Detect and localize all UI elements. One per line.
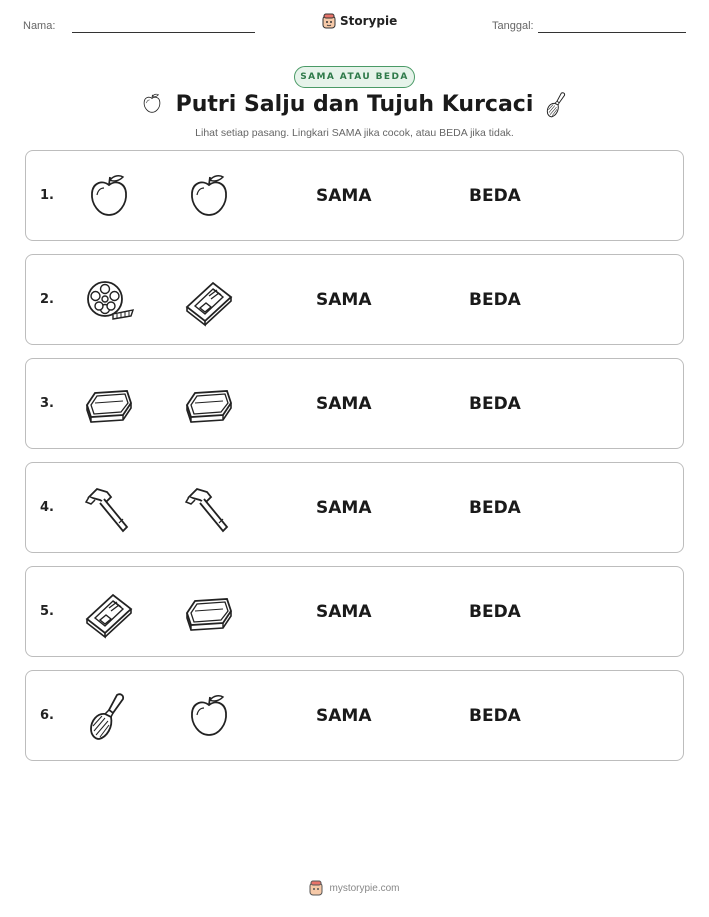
different-option[interactable]: BEDA bbox=[469, 186, 521, 206]
apple-icon bbox=[83, 171, 135, 223]
instructions: Lihat setiap pasang. Lingkari SAMA jika cocok, atau BEDA jika tidak. bbox=[195, 127, 514, 139]
row-number: 6. bbox=[40, 708, 54, 723]
same-option[interactable]: SAMA bbox=[316, 602, 372, 622]
question-row-1 bbox=[25, 150, 684, 241]
different-option[interactable]: BEDA bbox=[469, 394, 521, 414]
row-number: 5. bbox=[40, 604, 54, 619]
question-row-5 bbox=[25, 566, 684, 657]
different-option[interactable]: BEDA bbox=[469, 498, 521, 518]
brush-icon bbox=[83, 691, 135, 743]
hammer-icon bbox=[183, 483, 235, 535]
different-option[interactable]: BEDA bbox=[469, 602, 521, 622]
mousetrap-icon bbox=[83, 587, 135, 639]
storypie-mascot-icon bbox=[309, 880, 323, 896]
row-number: 4. bbox=[40, 500, 54, 515]
row-number: 1. bbox=[40, 188, 54, 203]
coffin-icon bbox=[183, 587, 235, 639]
footer bbox=[0, 880, 709, 896]
date-field-line[interactable] bbox=[538, 32, 686, 33]
brush-icon bbox=[543, 91, 571, 119]
brand-logo bbox=[322, 13, 397, 29]
storypie-mascot-icon bbox=[322, 13, 336, 29]
page-title: Putri Salju dan Tujuh Kurcaci bbox=[175, 92, 534, 117]
film-reel-icon bbox=[83, 275, 135, 327]
mousetrap-icon bbox=[183, 275, 235, 327]
row-number: 3. bbox=[40, 396, 54, 411]
same-option[interactable]: SAMA bbox=[316, 290, 372, 310]
same-option[interactable]: SAMA bbox=[316, 706, 372, 726]
date-label: Tanggal: bbox=[492, 20, 534, 32]
same-option[interactable]: SAMA bbox=[316, 186, 372, 206]
footer-url[interactable]: mystorypie.com bbox=[329, 882, 400, 894]
question-row-4 bbox=[25, 462, 684, 553]
hammer-icon bbox=[83, 483, 135, 535]
different-option[interactable]: BEDA bbox=[469, 706, 521, 726]
name-field-line[interactable] bbox=[72, 32, 255, 33]
name-label: Nama: bbox=[23, 20, 56, 32]
apple-icon bbox=[183, 171, 235, 223]
apple-icon bbox=[183, 691, 235, 743]
question-row-3 bbox=[25, 358, 684, 449]
worksheet-type-badge: SAMA ATAU BEDA bbox=[294, 66, 415, 88]
same-option[interactable]: SAMA bbox=[316, 498, 372, 518]
question-row-6 bbox=[25, 670, 684, 761]
different-option[interactable]: BEDA bbox=[469, 290, 521, 310]
same-option[interactable]: SAMA bbox=[316, 394, 372, 414]
coffin-icon bbox=[183, 379, 235, 431]
question-row-2 bbox=[25, 254, 684, 345]
coffin-icon bbox=[83, 379, 135, 431]
brand-name: Storypie bbox=[340, 14, 398, 28]
row-number: 2. bbox=[40, 292, 54, 307]
